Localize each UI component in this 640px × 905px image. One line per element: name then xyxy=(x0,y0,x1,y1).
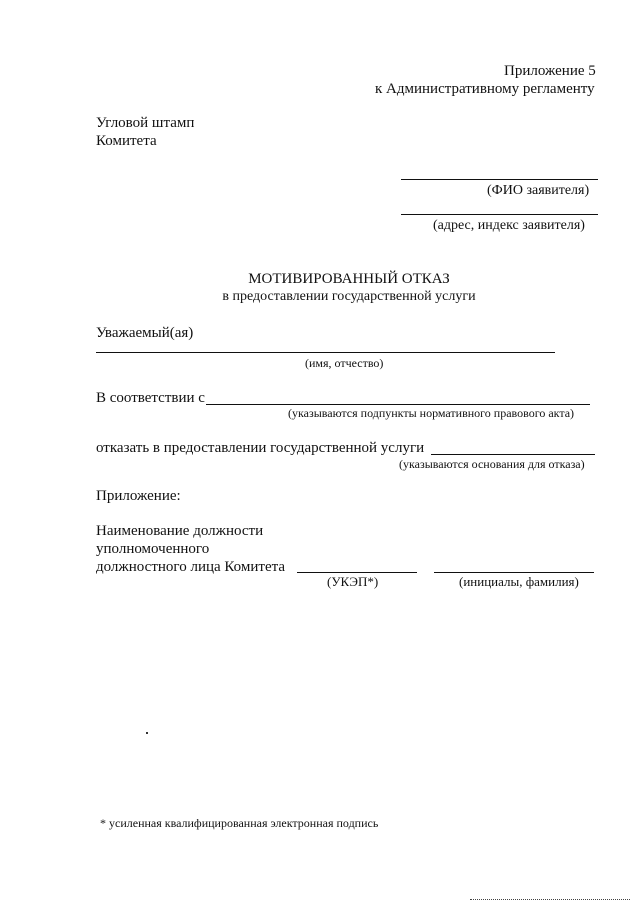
applicant-name-line xyxy=(401,179,598,180)
document-subtitle: в предоставлении государственной услуги xyxy=(222,289,476,304)
greeting-label: Уважаемый(ая) xyxy=(96,325,194,341)
accordance-label: В соответствии с xyxy=(96,390,205,406)
appendix-number: Приложение 5 xyxy=(504,63,596,79)
accordance-caption: (указываются подпункты нормативного правового акта) xyxy=(288,406,575,420)
corner-stamp-label: Угловой штамп xyxy=(96,115,195,131)
accordance-line xyxy=(206,404,590,405)
corner-stamp-committee: Комитета xyxy=(96,133,157,149)
document-title: МОТИВИРОВАННЫЙ ОТКАЗ xyxy=(248,271,450,287)
greeting-name-line xyxy=(96,352,555,353)
scan-dot-mark xyxy=(146,732,148,734)
official-position-line3: должностного лица Комитета xyxy=(96,559,286,575)
appendix-reference: к Административному регламенту xyxy=(375,81,595,97)
initials-line xyxy=(434,572,594,573)
official-position-line1: Наименование должности xyxy=(96,523,264,539)
bottom-dotted-line xyxy=(470,899,630,900)
attachment-label: Приложение: xyxy=(96,488,181,504)
refusal-label: отказать в предоставлении государственной услуги xyxy=(96,440,425,456)
applicant-name-caption: (ФИО заявителя) xyxy=(487,183,590,198)
refusal-line xyxy=(431,454,595,455)
applicant-address-caption: (адрес, индекс заявителя) xyxy=(433,218,585,233)
greeting-name-caption: (имя, отчество) xyxy=(305,356,384,370)
footnote-text: * усиленная квалифицированная электронная подпись xyxy=(100,816,379,830)
official-position-line2: уполномоченного xyxy=(96,541,210,557)
refusal-caption: (указываются основания для отказа) xyxy=(399,457,585,471)
ukep-signature-line xyxy=(297,572,417,573)
ukep-caption: (УКЭП*) xyxy=(327,574,379,589)
initials-caption: (инициалы, фамилия) xyxy=(459,574,579,589)
applicant-address-line xyxy=(401,214,598,215)
